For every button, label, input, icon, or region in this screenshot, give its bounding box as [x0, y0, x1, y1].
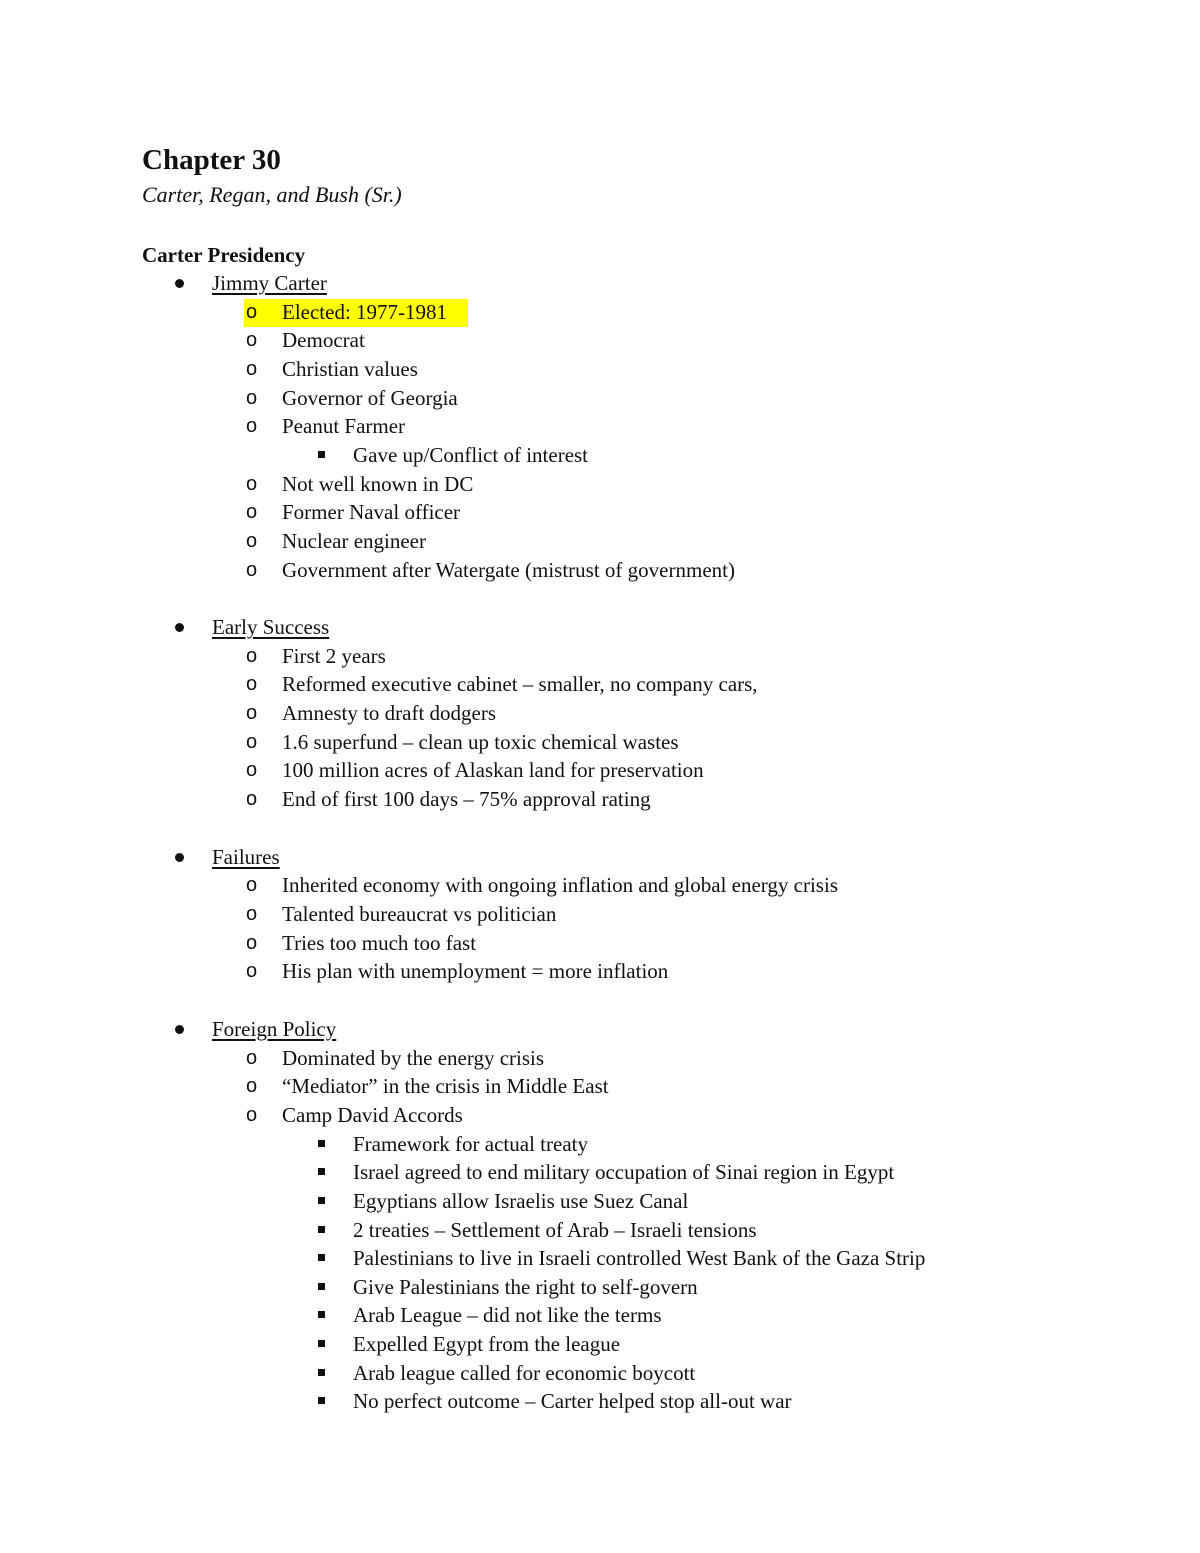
list-item-text: Tries too much too fast [282, 930, 477, 955]
circle-bullet-icon: o [246, 673, 258, 696]
circle-bullet-icon: o [246, 501, 258, 524]
circle-bullet-icon: o [246, 702, 258, 725]
level-1-list-item [0, 843, 1200, 871]
level-3-list-item [0, 1216, 1200, 1244]
list-item-text: Failures [212, 844, 280, 869]
list-item-text: Governor of Georgia [282, 385, 458, 410]
level-3-list-item [0, 441, 1200, 469]
circle-bullet-icon: o [246, 1046, 258, 1069]
list-item-text: Jimmy Carter [212, 271, 327, 295]
square-bullet-icon [317, 1158, 327, 1186]
list-item-text: End of first 100 days – 75% approval rating [282, 787, 651, 812]
list-item-text: His plan with unemployment = more inflation [282, 959, 669, 984]
list-item-text: Nuclear engineer [282, 528, 426, 553]
bullet-icon [175, 613, 187, 641]
circle-bullet-icon: o [246, 730, 258, 753]
level-3-list-item [0, 1359, 1200, 1387]
circle-bullet-icon: o [246, 759, 258, 782]
list-item-text: Expelled Egypt from the league [353, 1332, 621, 1357]
level-3-list-item [0, 1387, 1200, 1415]
circle-bullet-icon: o [246, 558, 258, 581]
square-bullet-icon [317, 441, 327, 469]
list-item-text: Inherited economy with ongoing inflation and global energy crisis [282, 873, 838, 898]
bullet-icon [175, 269, 187, 297]
list-item-text: Egyptians allow Israelis use Suez Canal [353, 1188, 689, 1213]
level-3-list-item [0, 1301, 1200, 1329]
section-heading: Carter Presidency [142, 243, 306, 267]
list-item-text: No perfect outcome – Carter helped stop all-out war [353, 1389, 792, 1414]
list-item-text: Early Success [212, 615, 330, 640]
list-item-text: Government after Watergate (mistrust of government) [282, 557, 735, 582]
level-2-list-item [0, 1072, 1200, 1100]
circle-bullet-icon: o [246, 386, 258, 409]
level-2-list-item [0, 1101, 1200, 1129]
list-item-text: First 2 years [282, 643, 386, 668]
circle-bullet-icon: o [246, 931, 258, 954]
list-item-text: Foreign Policy [212, 1016, 337, 1041]
list-item-text: Camp David Accords [282, 1102, 463, 1127]
list-item-text: Peanut Farmer [282, 414, 406, 439]
circle-bullet-icon: o [246, 329, 258, 352]
list-item-text: Arab league called for economic boycott [353, 1360, 696, 1385]
level-3-list-item [0, 1330, 1200, 1358]
list-item-text: Talented bureaucrat vs politician [282, 902, 557, 926]
circle-bullet-icon: o [246, 788, 258, 811]
square-bullet-icon [317, 1273, 327, 1301]
circle-bullet-icon: o [246, 644, 258, 667]
list-item-text: Democrat [282, 328, 365, 353]
level-2-list-item [0, 929, 1200, 957]
level-2-list-item [0, 728, 1200, 756]
list-item-text: 1.6 superfund – clean up toxic chemical wastes [282, 729, 679, 754]
level-3-list-item [0, 1187, 1200, 1215]
list-item-text: Not well known in DC [282, 471, 474, 496]
level-2-list-item [0, 1044, 1200, 1072]
level-2-list-item [0, 642, 1200, 670]
level-3-list-item [0, 1244, 1200, 1272]
list-item-text: Elected: 1977-1981 [282, 299, 448, 324]
level-1-list-item [0, 269, 1200, 297]
circle-bullet-icon: o [246, 1075, 258, 1098]
level-2-list-item [0, 871, 1200, 899]
level-2-list-item [0, 355, 1200, 383]
circle-bullet-icon: o [246, 300, 258, 323]
level-3-list-item [0, 1273, 1200, 1301]
list-item-text: Amnesty to draft dodgers [282, 701, 497, 726]
list-item-text: 2 treaties – Settlement of Arab – Israeli tensions [353, 1217, 757, 1242]
level-2-list-item [0, 298, 1200, 326]
level-2-list-item [0, 326, 1200, 354]
level-2-list-item [0, 957, 1200, 985]
level-2-list-item [0, 498, 1200, 526]
list-item-text: Framework for actual treaty [353, 1131, 588, 1156]
circle-bullet-icon: o [246, 415, 258, 438]
level-2-list-item [0, 384, 1200, 412]
level-2-list-item [0, 412, 1200, 440]
level-2-list-item [0, 900, 1200, 928]
level-2-list-item [0, 470, 1200, 498]
level-2-list-item [0, 670, 1200, 698]
circle-bullet-icon: o [246, 1103, 258, 1126]
square-bullet-icon [317, 1359, 327, 1387]
list-item-text: Palestinians to live in Israeli controlled West Bank of the Gaza Strip [353, 1246, 926, 1271]
level-1-list-item [0, 1015, 1200, 1043]
square-bullet-icon [317, 1330, 327, 1358]
level-2-list-item [0, 756, 1200, 784]
list-item-text: Christian values [282, 356, 418, 381]
square-bullet-icon [317, 1301, 327, 1329]
list-item-text: Give Palestinians the right to self-govern [353, 1274, 698, 1299]
circle-bullet-icon: o [246, 472, 258, 495]
circle-bullet-icon: o [246, 903, 258, 925]
square-bullet-icon [317, 1216, 327, 1244]
level-2-list-item [0, 527, 1200, 555]
list-item-text: Arab League – did not like the terms [353, 1303, 662, 1328]
level-3-list-item [0, 1130, 1200, 1158]
list-item-text: Gave up/Conflict of interest [353, 442, 589, 467]
list-item-text: 100 million acres of Alaskan land for preservation [282, 758, 704, 783]
level-2-list-item [0, 556, 1200, 584]
document-title: Chapter 30 [142, 144, 281, 176]
list-item-text: Reformed executive cabinet – smaller, no company cars, [282, 672, 758, 697]
level-3-list-item [0, 1158, 1200, 1186]
square-bullet-icon [317, 1244, 327, 1272]
square-bullet-icon [317, 1387, 327, 1415]
list-item-text: Former Naval officer [282, 500, 461, 525]
circle-bullet-icon: o [246, 357, 258, 380]
level-1-list-item [0, 613, 1200, 641]
level-2-list-item [0, 785, 1200, 813]
document-subtitle: Carter, Regan, and Bush (Sr.) [142, 182, 402, 207]
bullet-icon [175, 1015, 187, 1043]
square-bullet-icon [317, 1130, 327, 1158]
level-2-list-item [0, 699, 1200, 727]
circle-bullet-icon: o [246, 874, 258, 897]
circle-bullet-icon: o [246, 529, 258, 552]
circle-bullet-icon: o [246, 960, 258, 983]
list-item-text: Israel agreed to end military occupation of Sinai region in Egypt [353, 1160, 895, 1185]
square-bullet-icon [317, 1187, 327, 1215]
list-item-text: “Mediator” in the crisis in Middle East [282, 1074, 609, 1099]
list-item-text: Dominated by the energy crisis [282, 1045, 545, 1070]
bullet-icon [175, 843, 187, 871]
